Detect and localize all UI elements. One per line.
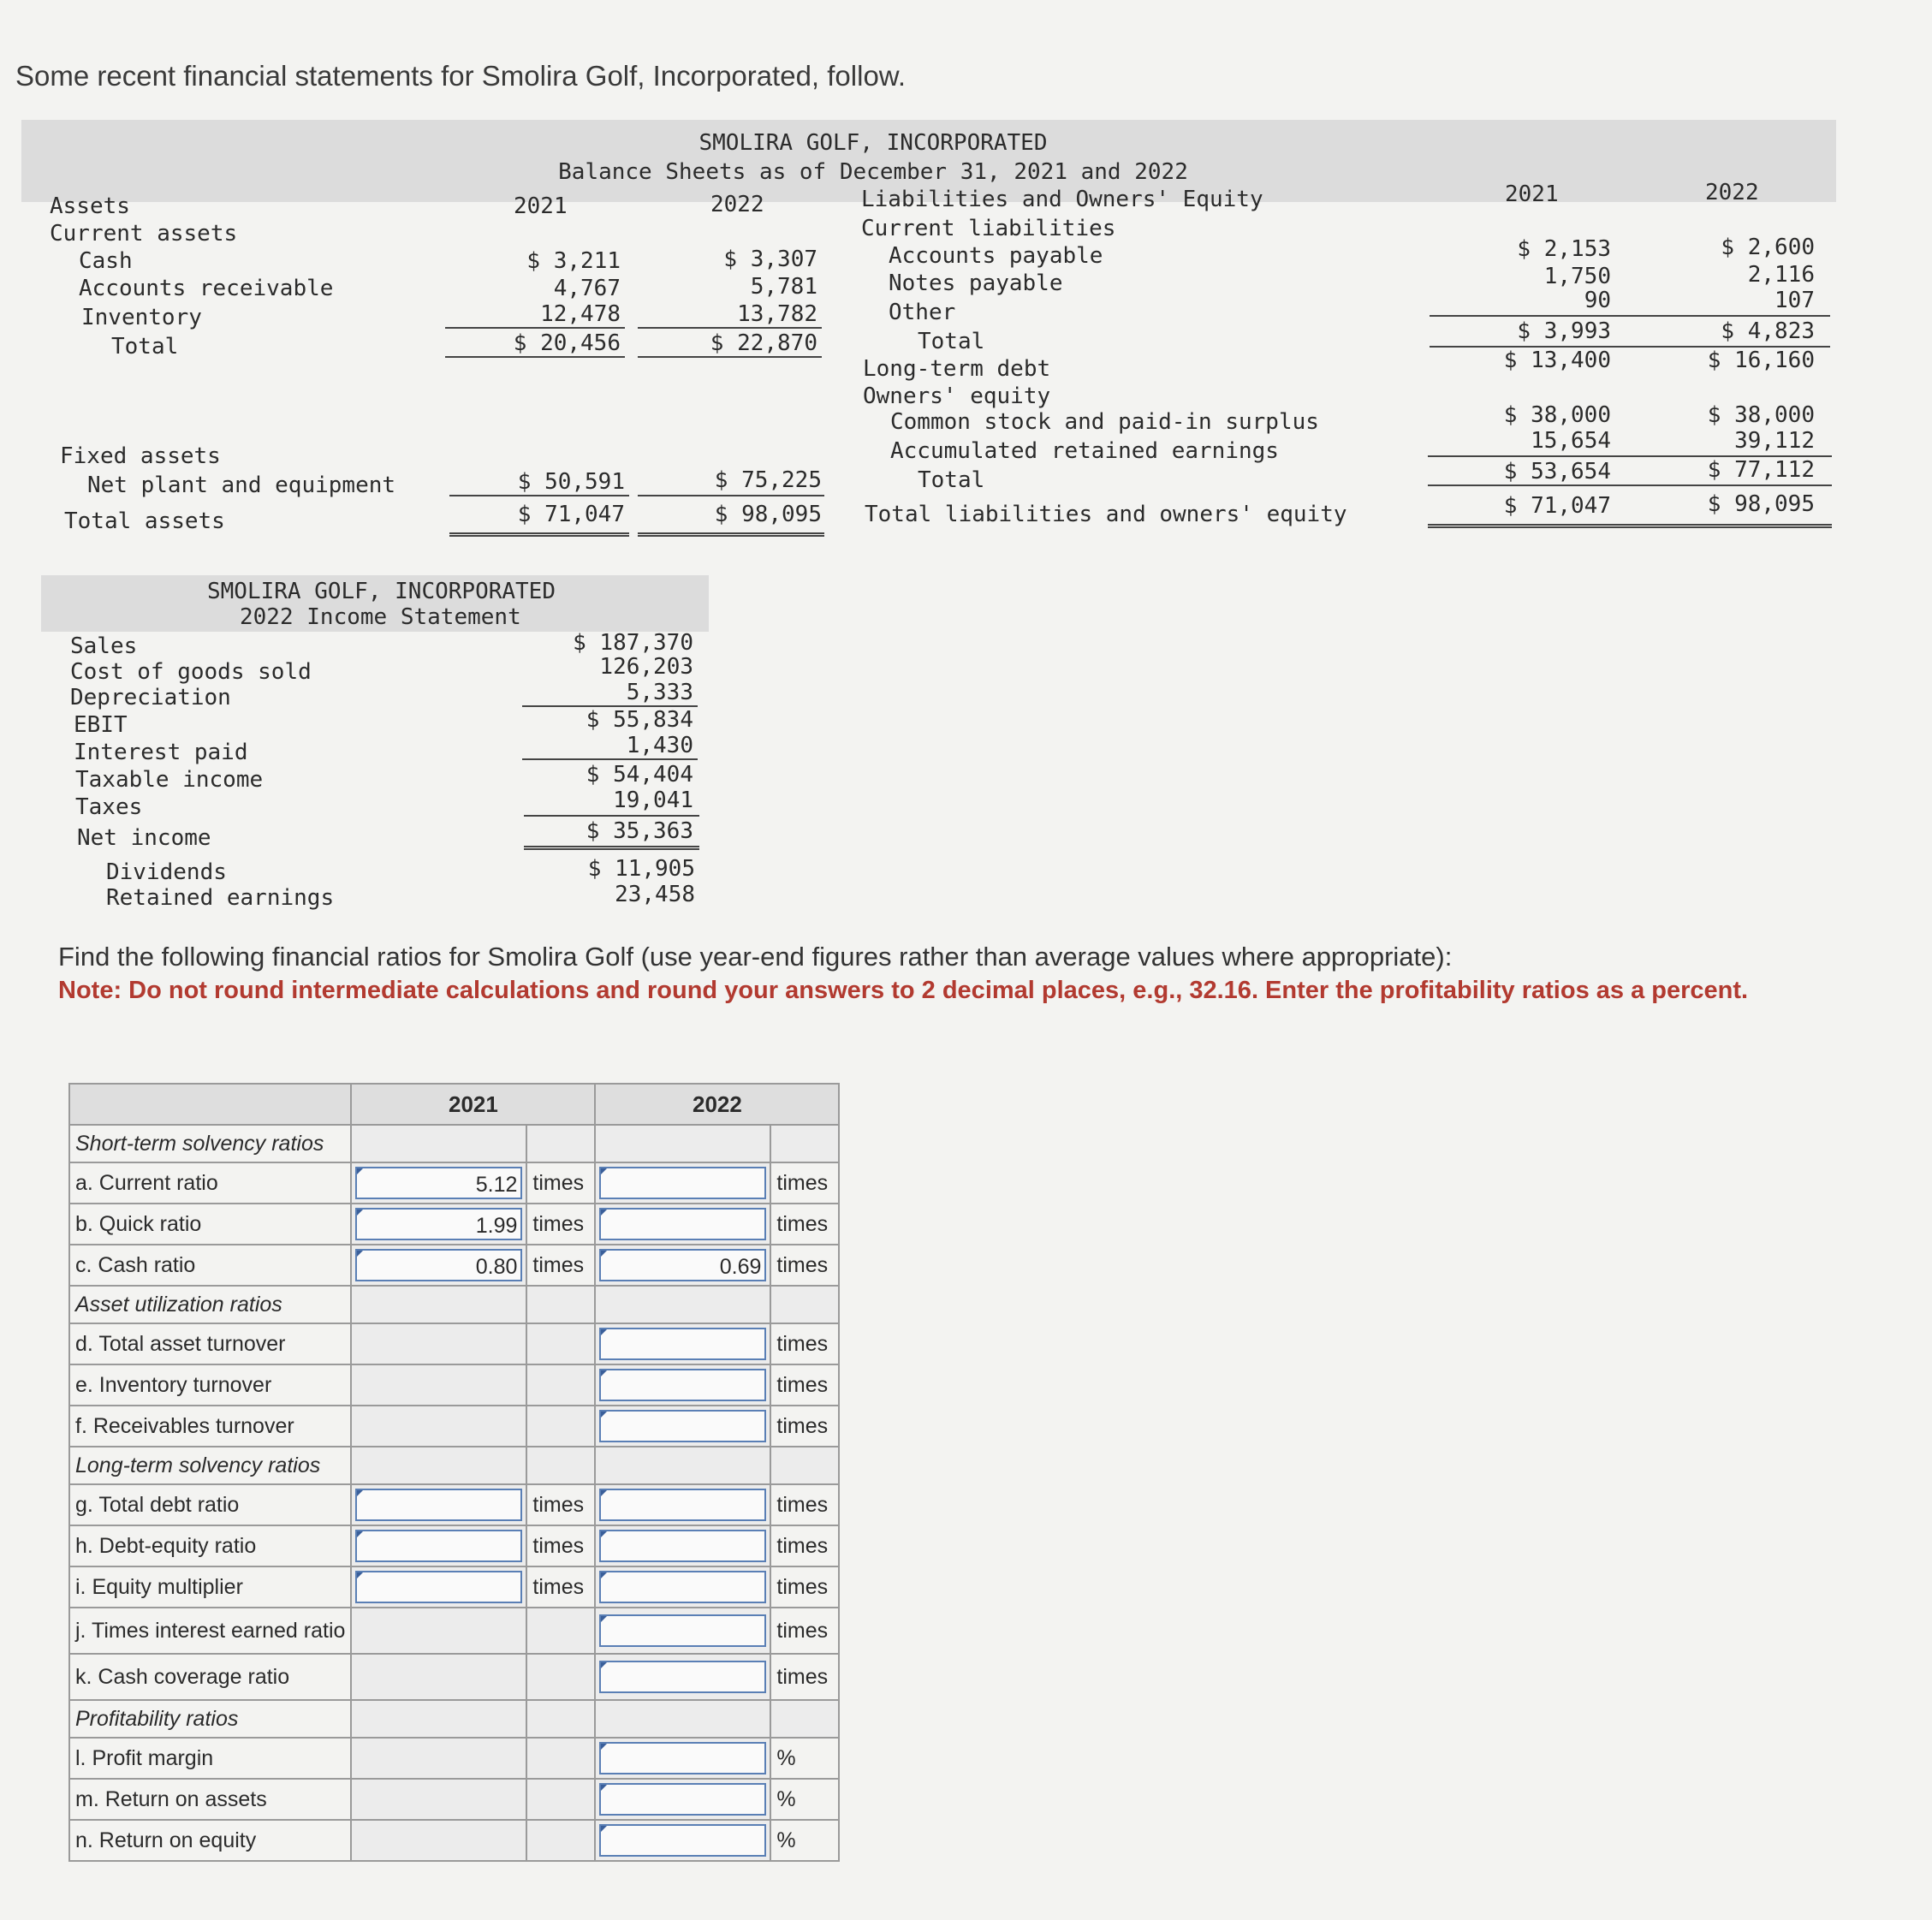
net-income-rule bbox=[524, 815, 699, 817]
ratio-row-cash-coverage bbox=[69, 1654, 839, 1700]
common-stock-2022: $ 38,000 bbox=[1707, 402, 1815, 428]
intro-text: Some recent financial statements for Smolira Golf, Incorporated, follow. bbox=[15, 60, 906, 92]
balance-sheet-subtitle: Balance Sheets as of December 31, 2021 and 2022 bbox=[558, 159, 1188, 185]
assets-year-2021: 2021 bbox=[514, 193, 568, 219]
ratio-row-debt-equity bbox=[69, 1525, 839, 1566]
ar-2022: 5,781 bbox=[750, 274, 817, 300]
current-ratio-label: a. Current ratio bbox=[69, 1162, 351, 1204]
cl-total-2022: $ 4,823 bbox=[1721, 318, 1815, 344]
interest-label: Interest paid bbox=[74, 740, 248, 765]
total-asset-turnover-2022-input[interactable] bbox=[599, 1328, 766, 1360]
receivables-turnover-label: f. Receivables turnover bbox=[69, 1406, 351, 1447]
total-assets-double-rule-2021 bbox=[449, 532, 629, 537]
total-le-double-rule-2022 bbox=[1618, 524, 1832, 528]
quick-ratio-2022-input[interactable] bbox=[599, 1208, 766, 1240]
receivables-turnover-2022-input[interactable] bbox=[599, 1410, 766, 1442]
ppe-rule-2021 bbox=[449, 495, 629, 496]
quick-ratio-2021-unit: times bbox=[526, 1204, 595, 1245]
total-debt-ratio-2022-unit: times bbox=[770, 1484, 839, 1525]
liabilities-header: Liabilities and Owners' Equity bbox=[861, 187, 1263, 212]
rounding-note: Note: Do not round intermediate calculations and round your answers to 2 decimal places, e.g., 32.16. Enter the profitability ratios as a percent. bbox=[58, 977, 1749, 1004]
np-2021: 1,750 bbox=[1543, 264, 1611, 289]
times-interest-earned-label: j. Times interest earned ratio bbox=[69, 1608, 351, 1654]
section-short-term: Short-term solvency ratios bbox=[69, 1125, 351, 1162]
total-debt-ratio-label: g. Total debt ratio bbox=[69, 1484, 351, 1525]
total-assets-label: Total assets bbox=[64, 508, 225, 534]
ratio-row-profit-margin bbox=[69, 1738, 839, 1779]
cash-ratio-2022-unit: times bbox=[770, 1245, 839, 1286]
return-on-assets-unit: % bbox=[770, 1779, 839, 1820]
dividends-label: Dividends bbox=[106, 859, 227, 885]
cogs-value: 126,203 bbox=[599, 654, 693, 680]
inventory-label: Inventory bbox=[81, 305, 202, 330]
ltd-label: Long-term debt bbox=[863, 356, 1051, 382]
cash-coverage-ratio-label: k. Cash coverage ratio bbox=[69, 1654, 351, 1700]
oe-total-2022: $ 77,112 bbox=[1707, 457, 1815, 483]
current-liabilities-header: Current liabilities bbox=[861, 216, 1116, 241]
ratio-row-current bbox=[69, 1162, 839, 1204]
ebit-label: EBIT bbox=[74, 712, 128, 738]
quick-ratio-2021-input[interactable]: 1.99 bbox=[355, 1208, 522, 1240]
ratio-row-tat bbox=[69, 1323, 839, 1364]
ap-2022: $ 2,600 bbox=[1721, 235, 1815, 260]
retained-earnings-2022: 39,112 bbox=[1734, 428, 1815, 454]
profit-margin-label: l. Profit margin bbox=[69, 1738, 351, 1779]
quick-ratio-2022-unit: times bbox=[770, 1204, 839, 1245]
ebit-value: $ 55,834 bbox=[586, 707, 693, 733]
total-debt-ratio-2022-input[interactable] bbox=[599, 1489, 766, 1521]
ca-total-rule-2021 bbox=[445, 356, 625, 358]
oe-rule-2021 bbox=[1428, 455, 1618, 457]
total-le-2021: $ 71,047 bbox=[1503, 493, 1611, 519]
ratio-header-blank bbox=[69, 1084, 351, 1125]
cl-total-2021: $ 3,993 bbox=[1517, 318, 1611, 344]
equity-multiplier-2022-unit: times bbox=[770, 1566, 839, 1608]
ratio-row-tie bbox=[69, 1608, 839, 1654]
retained-earnings-2021: 15,654 bbox=[1531, 428, 1611, 454]
ca-total-2022: $ 22,870 bbox=[710, 330, 817, 356]
oe-total-2021: $ 53,654 bbox=[1503, 459, 1611, 484]
ap-label: Accounts payable bbox=[889, 243, 1103, 269]
cash-ratio-2021-input[interactable]: 0.80 bbox=[355, 1249, 522, 1281]
return-on-equity-unit: % bbox=[770, 1820, 839, 1861]
income-statement-subtitle: 2022 Income Statement bbox=[240, 604, 521, 630]
current-ratio-2022-unit: times bbox=[770, 1162, 839, 1204]
current-ratio-2021-unit: times bbox=[526, 1162, 595, 1204]
cash-coverage-ratio-2022-input[interactable] bbox=[599, 1661, 766, 1693]
sales-label: Sales bbox=[70, 633, 138, 659]
assets-header: Assets bbox=[50, 193, 130, 219]
other-2022: 107 bbox=[1774, 288, 1815, 313]
cash-ratio-label: c. Cash ratio bbox=[69, 1245, 351, 1286]
balance-sheet-company: SMOLIRA GOLF, INCORPORATED bbox=[698, 130, 1048, 156]
net-income-double-rule bbox=[524, 846, 699, 850]
taxable-income-label: Taxable income bbox=[75, 767, 264, 793]
np-2022: 2,116 bbox=[1747, 262, 1815, 288]
owners-equity-header: Owners' equity bbox=[863, 383, 1051, 409]
ratio-row-cash bbox=[69, 1245, 839, 1286]
equity-multiplier-label: i. Equity multiplier bbox=[69, 1566, 351, 1608]
total-debt-ratio-2021-input[interactable] bbox=[355, 1489, 522, 1521]
ppe-label: Net plant and equipment bbox=[87, 473, 396, 498]
oe-total-label: Total bbox=[918, 467, 985, 493]
liab-year-2022: 2022 bbox=[1705, 180, 1759, 205]
profit-margin-unit: % bbox=[770, 1738, 839, 1779]
ratio-row-roa bbox=[69, 1779, 839, 1820]
inventory-turnover-2022-input[interactable] bbox=[599, 1369, 766, 1401]
total-le-double-rule-2021 bbox=[1428, 524, 1618, 528]
section-asset-utilization: Asset utilization ratios bbox=[69, 1286, 351, 1323]
oe-total-rule-2021 bbox=[1428, 484, 1618, 486]
return-on-equity-label: n. Return on equity bbox=[69, 1820, 351, 1861]
depreciation-value: 5,333 bbox=[626, 680, 693, 705]
taxable-rule bbox=[522, 758, 698, 760]
taxes-value: 19,041 bbox=[613, 788, 693, 813]
ppe-rule-2022 bbox=[638, 495, 824, 496]
ratio-row-roe bbox=[69, 1820, 839, 1861]
debt-equity-ratio-2022-input[interactable] bbox=[599, 1530, 766, 1562]
cl-rule-2022 bbox=[1618, 315, 1830, 317]
inventory-2021: 12,478 bbox=[540, 301, 621, 327]
ppe-2021: $ 50,591 bbox=[517, 469, 625, 495]
depreciation-label: Depreciation bbox=[70, 685, 231, 710]
cl-rule-2021 bbox=[1430, 315, 1618, 317]
total-le-2022: $ 98,095 bbox=[1707, 491, 1815, 517]
ratio-answer-table bbox=[68, 1083, 840, 1862]
section-long-term: Long-term solvency ratios bbox=[69, 1447, 351, 1484]
income-statement-company: SMOLIRA GOLF, INCORPORATED bbox=[207, 579, 556, 604]
debt-equity-ratio-2022-unit: times bbox=[770, 1525, 839, 1566]
inventory-2022: 13,782 bbox=[737, 301, 817, 327]
ratio-row-equity-multiplier bbox=[69, 1566, 839, 1608]
total-assets-2021: $ 71,047 bbox=[517, 502, 625, 527]
ca-rule-2021 bbox=[445, 327, 625, 329]
dividends-value: $ 11,905 bbox=[587, 856, 695, 882]
taxable-income-value: $ 54,404 bbox=[586, 762, 693, 788]
retained-earnings-label: Accumulated retained earnings bbox=[890, 438, 1279, 464]
other-label: Other bbox=[889, 300, 956, 325]
sales-value: $ 187,370 bbox=[573, 630, 693, 656]
equity-multiplier-2022-input[interactable] bbox=[599, 1571, 766, 1603]
debt-equity-ratio-2021-unit: times bbox=[526, 1525, 595, 1566]
cogs-label: Cost of goods sold bbox=[70, 659, 312, 685]
ratio-row-inventory-turnover bbox=[69, 1364, 839, 1406]
total-asset-turnover-label: d. Total asset turnover bbox=[69, 1323, 351, 1364]
ar-label: Accounts receivable bbox=[79, 276, 334, 301]
cash-ratio-2022-input[interactable]: 0.69 bbox=[599, 1249, 766, 1281]
retained-value: 23,458 bbox=[615, 882, 695, 907]
other-2021: 90 bbox=[1584, 288, 1611, 313]
ca-rule-2022 bbox=[638, 327, 822, 329]
common-stock-label: Common stock and paid-in surplus bbox=[890, 409, 1319, 435]
ar-2021: 4,767 bbox=[553, 276, 621, 301]
cash-2021: $ 3,211 bbox=[526, 248, 621, 274]
net-income-value: $ 35,363 bbox=[586, 818, 693, 844]
total-assets-double-rule-2022 bbox=[638, 532, 824, 537]
ratio-row-quick bbox=[69, 1204, 839, 1245]
cash-ratio-2021-unit: times bbox=[526, 1245, 595, 1286]
ltd-2022: $ 16,160 bbox=[1707, 348, 1815, 373]
receivables-turnover-unit: times bbox=[770, 1406, 839, 1447]
taxes-label: Taxes bbox=[75, 794, 143, 820]
ratio-row-total-debt bbox=[69, 1484, 839, 1525]
current-ratio-2022-input[interactable] bbox=[599, 1167, 766, 1199]
section-profitability: Profitability ratios bbox=[69, 1700, 351, 1738]
return-on-assets-2022-input[interactable] bbox=[599, 1783, 766, 1816]
cash-coverage-ratio-unit: times bbox=[770, 1654, 839, 1700]
ap-2021: $ 2,153 bbox=[1517, 236, 1611, 262]
oe-total-rule-2022 bbox=[1618, 484, 1832, 486]
total-assets-2022: $ 98,095 bbox=[714, 502, 822, 527]
equity-multiplier-2021-unit: times bbox=[526, 1566, 595, 1608]
return-on-equity-2022-input[interactable] bbox=[599, 1824, 766, 1857]
inventory-turnover-label: e. Inventory turnover bbox=[69, 1364, 351, 1406]
ratio-row-receivables-turnover bbox=[69, 1406, 839, 1447]
cash-2022: $ 3,307 bbox=[723, 247, 817, 272]
ppe-2022: $ 75,225 bbox=[714, 467, 822, 493]
debt-equity-ratio-2021-input[interactable] bbox=[355, 1530, 522, 1562]
profit-margin-2022-input[interactable] bbox=[599, 1742, 766, 1774]
current-ratio-2021-input[interactable]: 5.12 bbox=[355, 1167, 522, 1199]
total-debt-ratio-2021-unit: times bbox=[526, 1484, 595, 1525]
net-income-label: Net income bbox=[77, 825, 211, 851]
common-stock-2021: $ 38,000 bbox=[1503, 402, 1611, 428]
cash-label: Cash bbox=[79, 248, 133, 274]
total-le-label: Total liabilities and owners' equity bbox=[865, 502, 1347, 527]
times-interest-earned-unit: times bbox=[770, 1608, 839, 1654]
ratio-header-2021: 2021 bbox=[351, 1084, 595, 1125]
instructions-text: Find the following financial ratios for Smolira Golf (use year-end figures rather than average values where appropriate): bbox=[58, 942, 1453, 972]
cl-total-label: Total bbox=[918, 329, 985, 354]
ratio-header-2022: 2022 bbox=[595, 1084, 839, 1125]
ltd-2021: $ 13,400 bbox=[1503, 348, 1611, 373]
assets-year-2022: 2022 bbox=[710, 192, 764, 217]
liab-year-2021: 2021 bbox=[1505, 181, 1559, 207]
retained-label: Retained earnings bbox=[106, 885, 335, 911]
ca-total-label: Total bbox=[111, 334, 179, 360]
times-interest-earned-2022-input[interactable] bbox=[599, 1614, 766, 1647]
interest-value: 1,430 bbox=[626, 733, 693, 758]
debt-equity-ratio-label: h. Debt-equity ratio bbox=[69, 1525, 351, 1566]
quick-ratio-label: b. Quick ratio bbox=[69, 1204, 351, 1245]
total-asset-turnover-unit: times bbox=[770, 1323, 839, 1364]
fixed-assets-header: Fixed assets bbox=[60, 443, 221, 469]
return-on-assets-label: m. Return on assets bbox=[69, 1779, 351, 1820]
np-label: Notes payable bbox=[889, 270, 1063, 296]
equity-multiplier-2021-input[interactable] bbox=[355, 1571, 522, 1603]
inventory-turnover-unit: times bbox=[770, 1364, 839, 1406]
ca-total-2021: $ 20,456 bbox=[513, 330, 621, 356]
ca-total-rule-2022 bbox=[638, 356, 822, 358]
current-assets-header: Current assets bbox=[50, 221, 238, 247]
